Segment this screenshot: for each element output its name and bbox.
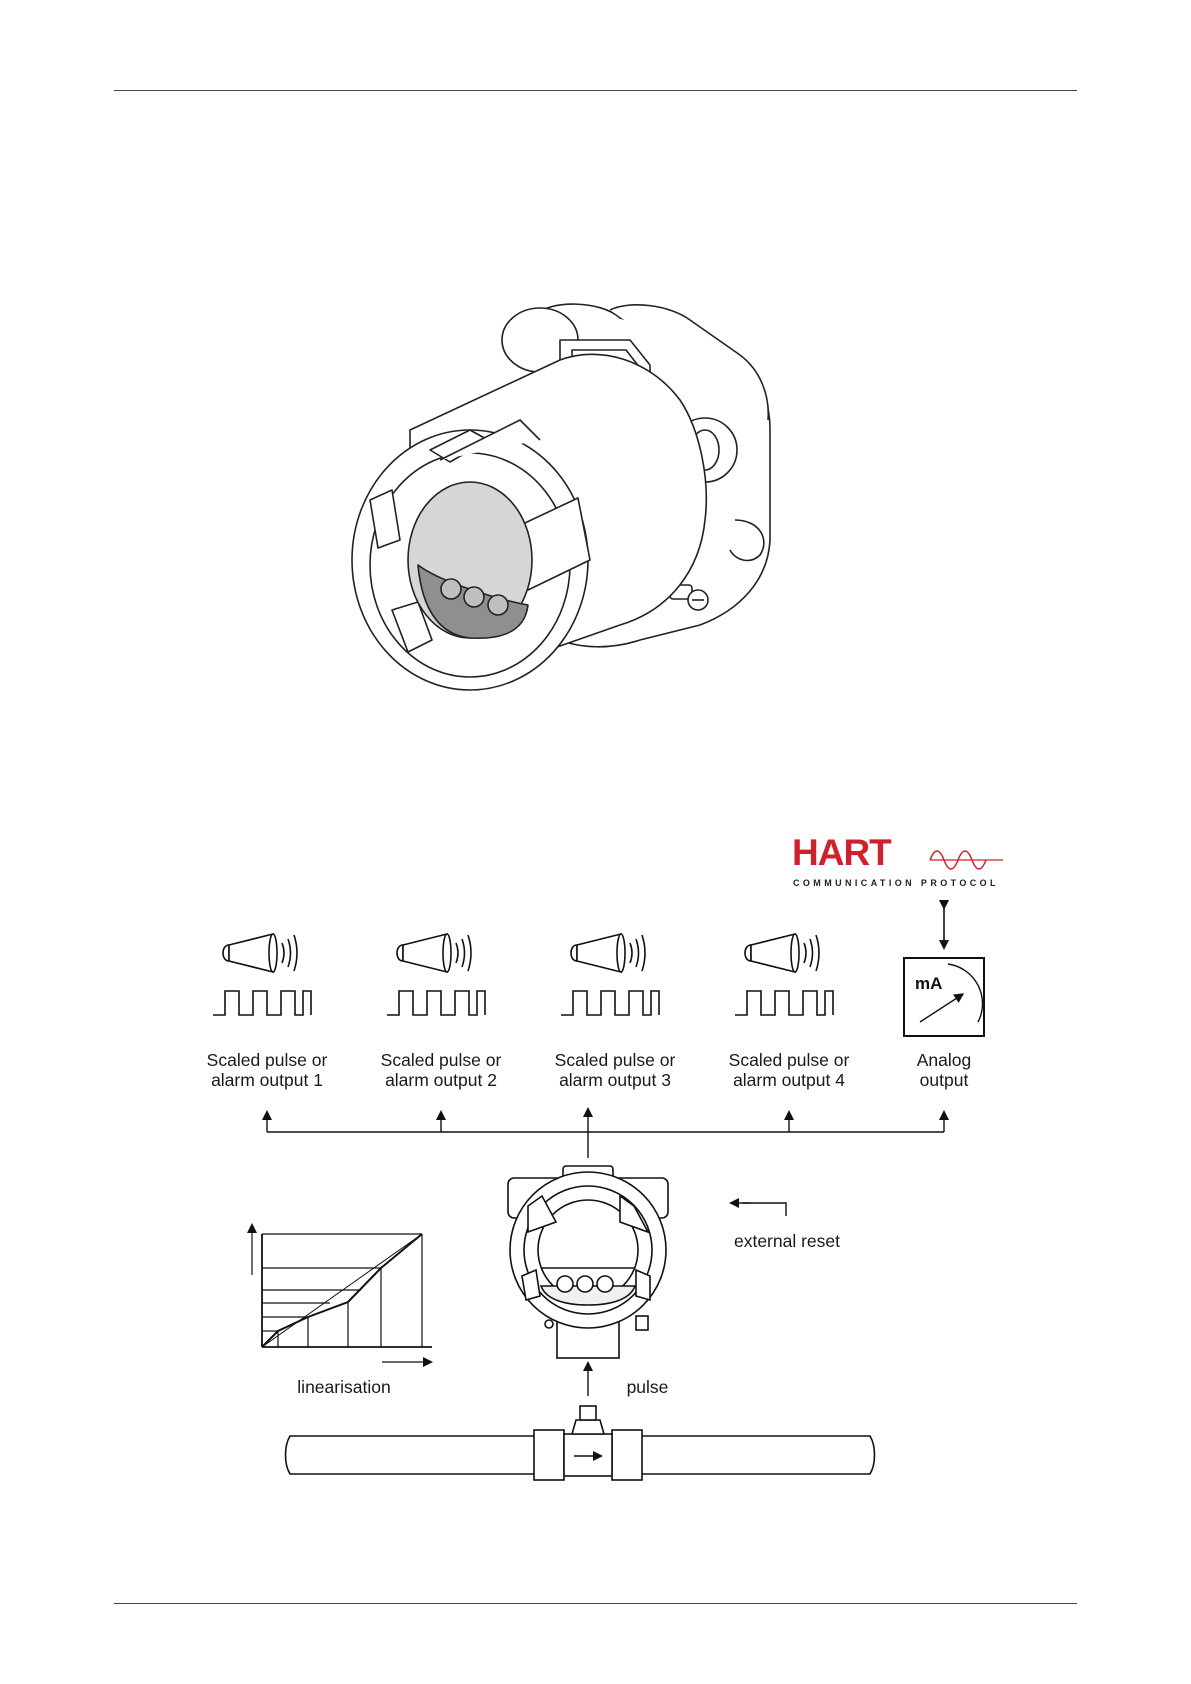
square-wave-icon — [735, 991, 833, 1015]
output-bus — [267, 1112, 944, 1158]
output-label-2: Scaled pulse or alarm output 2 — [380, 1050, 502, 1090]
alarm-horn-icon — [223, 934, 297, 972]
alarm-horn-icon — [745, 934, 819, 972]
external-reset-label: external reset — [733, 1231, 841, 1251]
external-reset-arrow — [734, 1203, 786, 1216]
pipe-flowmeter — [286, 1406, 875, 1480]
output-label-1: Scaled pulse or alarm output 1 — [206, 1050, 328, 1090]
square-wave-icon — [213, 991, 311, 1015]
linearisation-graph — [252, 1228, 432, 1362]
pulse-label: pulse — [626, 1377, 669, 1397]
square-wave-icon — [387, 991, 485, 1015]
hart-logo — [930, 851, 1003, 869]
output-label-analog: Analog output — [916, 1050, 972, 1090]
linearisation-label: linearisation — [297, 1377, 391, 1397]
output-label-3: Scaled pulse or alarm output 3 — [554, 1050, 676, 1090]
square-wave-icon — [561, 991, 659, 1015]
hart-logo-subtitle: COMMUNICATION PROTOCOL — [793, 878, 999, 888]
device-illustration — [352, 304, 770, 690]
alarm-horn-icon — [571, 934, 645, 972]
output-label-4: Scaled pulse or alarm output 4 — [728, 1050, 850, 1090]
transmitter-front-view — [508, 1166, 668, 1358]
alarm-horn-icon — [397, 934, 471, 972]
meter-unit: mA — [915, 974, 943, 993]
ma-meter-icon — [904, 958, 984, 1036]
hart-logo-text: HART — [792, 832, 891, 873]
